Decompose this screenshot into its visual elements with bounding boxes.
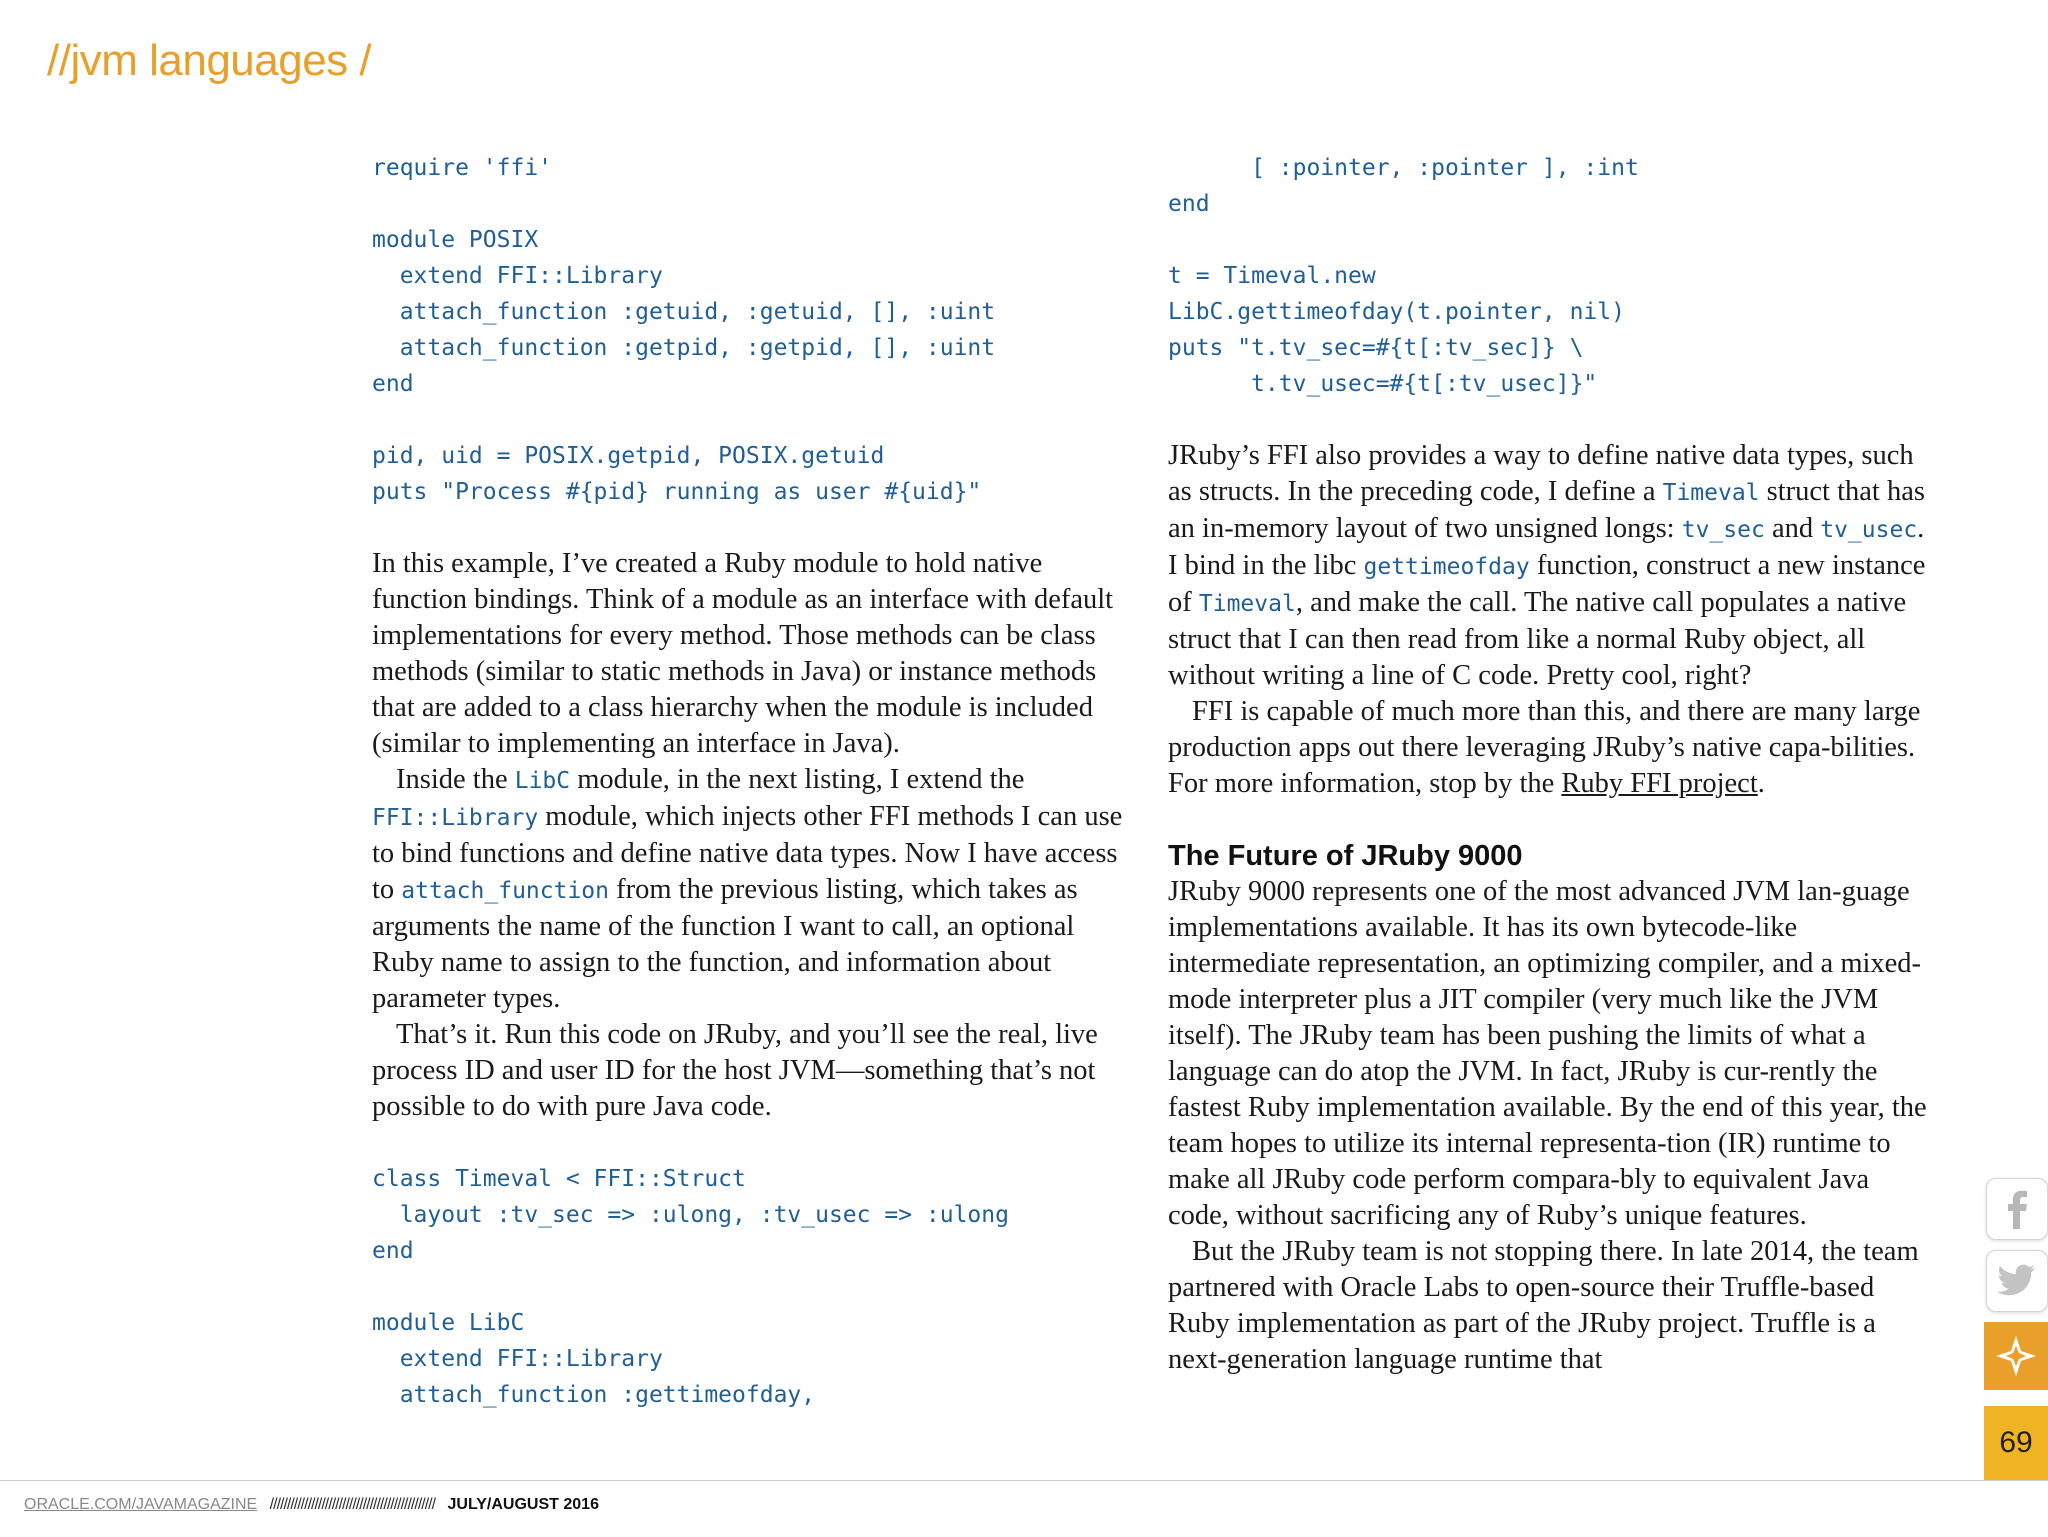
- inline-code: Timeval: [1662, 480, 1760, 506]
- inline-code: tv_usec: [1820, 517, 1918, 543]
- paragraph: In this example, I’ve created a Ruby module to hold native function bindings. Think of a module as an interface with default implementations for every method. Those methods can be class methods (similar to static methods in Java) or instance methods that are added to a class hierarchy when the module is included (similar to implementing an interface in Java).: [372, 548, 1114, 759]
- paragraph: JRuby’s FFI also provides a way to define native data types, such as structs. In the preceding code, I define a Timeval struct that has an in-memory layout of two unsigned longs: tv_sec and tv_usec. I bind in the libc gettimeofday function, construct a new instance of Timeval, and make the call. The native call populates a native struct that I can then read from like a normal Ruby object, all without writing a line of C code. Pretty cool, right?: [1168, 440, 1926, 691]
- inline-code: gettimeofday: [1363, 554, 1530, 580]
- facebook-icon: [1999, 1189, 2035, 1229]
- inline-code: FFI::Library: [372, 805, 539, 831]
- paragraph: Inside the LibC module, in the next listing, I extend the FFI::Library module, which injects other FFI methods I can use to bind functions and define native data types. Now I have access to attach_function from the previous listing, which takes as arguments the name of the function I want to call, an optional Ruby name to assign to the function, and information about parameter types.: [372, 764, 1123, 1014]
- footer-divider: ////////////////////////////////////////////////: [269, 1496, 436, 1513]
- left-column: [372, 150, 1132, 1413]
- section-title: //jvm languages /: [47, 36, 372, 85]
- paragraph: FFI is capable of much more than this, and there are many large production apps out there leveraging JRuby’s native capa-bilities. For more information, stop by the Ruby FFI project.: [1168, 696, 1921, 799]
- inline-code: attach_function: [401, 878, 610, 904]
- paragraph: But the JRuby team is not stopping there. In late 2014, the team partnered with Oracle Labs to open-source their Truffle-based Ruby implementation as part of the JRuby project. Truffle is a next-generation language runtime that: [1168, 1236, 1919, 1375]
- footer: [0, 1480, 2048, 1537]
- section-heading: The Future of JRuby 9000: [1168, 840, 1523, 872]
- code-listing-timeval: class Timeval < FFI::Struct layout :tv_sec => :ulong, :tv_usec => :ulong end module LibC extend FFI::Library attach_function :gettimeofday,: [372, 1166, 1009, 1408]
- code-listing-posix: require 'ffi' module POSIX extend FFI::Library attach_function :getuid, :getuid, [], :uint attach_function :getpid, :getpid, [], :uint end pid, uid = POSIX.getpid, POSIX.getuid puts "Process #{pid} running as user #{uid}": [372, 155, 996, 505]
- inline-code: tv_sec: [1681, 517, 1765, 543]
- footer-url-link[interactable]: ORACLE.COM/JAVAMAGAZINE: [24, 1496, 258, 1513]
- right-column: [1168, 150, 1928, 1378]
- paragraph: That’s it. Run this code on JRuby, and you’ll see the real, live process ID and user ID for the host JVM—something that’s not possible to do with pure Java code.: [372, 1019, 1098, 1122]
- inline-code: Timeval: [1198, 591, 1296, 617]
- inline-code: LibC: [514, 768, 571, 794]
- facebook-share-button[interactable]: [1986, 1178, 2048, 1240]
- code-listing-gettimeofday: [ :pointer, :pointer ], :int end t = Timeval.new LibC.gettimeofday(t.pointer, nil) puts "t.tv_sec=#{t[:tv_sec]} \ t.tv_usec=#{t[:tv_usec]}": [1168, 155, 1639, 397]
- paragraph: JRuby 9000 represents one of the most advanced JVM lan-guage implementations available. It has its own bytecode-like intermediate representation, an optimizing compiler, and a mixed-mode interpreter plus a JIT compiler (very much like the JVM itself). The JRuby team has been pushing the limits of what a language can do atop the JVM. In fact, JRuby is cur-rently the fastest Ruby implementation available. By the end of this year, the team hopes to utilize its internal representa-tion (IR) runtime to make all JRuby code perform compara-bly to equivalent Java code, without sacrificing any of Ruby’s unique features.: [1168, 876, 1927, 1231]
- twitter-share-button[interactable]: [1986, 1250, 2048, 1312]
- bookmark-icon: [1994, 1334, 2038, 1378]
- page-number: 69: [1984, 1406, 2048, 1480]
- bookmark-button[interactable]: [1984, 1322, 2048, 1390]
- footer-issue: JULY/AUGUST 2016: [447, 1496, 599, 1513]
- twitter-icon: [1997, 1264, 2037, 1298]
- ruby-ffi-project-link[interactable]: Ruby FFI project: [1561, 768, 1758, 799]
